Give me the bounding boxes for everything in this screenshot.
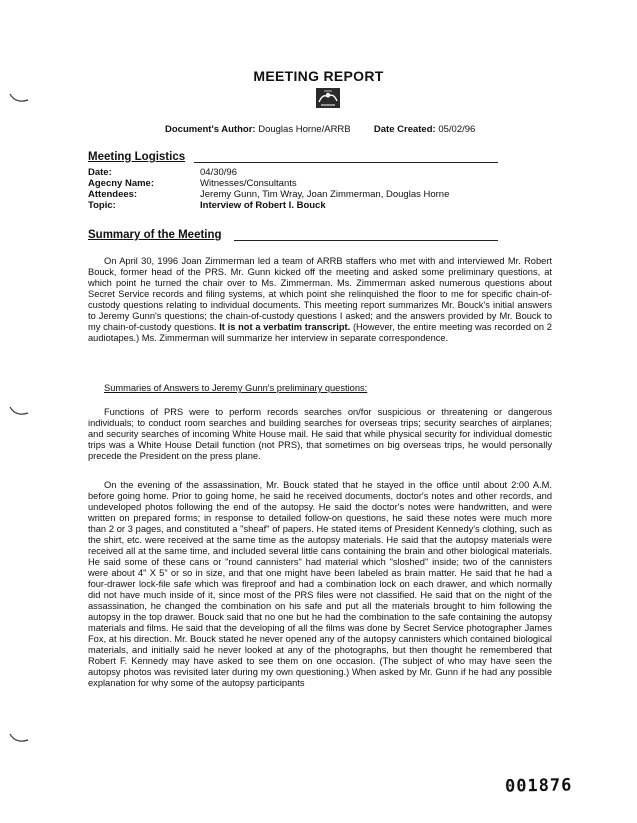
date-created-value: 05/02/96 <box>438 124 476 135</box>
logistics-value: 04/30/96 <box>200 167 237 178</box>
hole-punch-mark <box>8 405 30 417</box>
hole-punch-mark <box>8 732 30 744</box>
logistics-label: Attendees: <box>88 189 138 200</box>
logistics-label: Date: <box>88 167 112 178</box>
summary-paragraph-3 <box>88 480 552 689</box>
logistics-value: Witnesses/Consultants <box>200 178 297 189</box>
document-info-line <box>165 124 475 135</box>
date-created-label: Date Created: <box>373 124 436 135</box>
page-number-stamp: 001876 <box>504 775 573 797</box>
para1-text: On April 30, 1996 Joan Zimmerman led a team of ARRB staffers who met with and interviewed Mr. Robert Bouck, former head of the PRS. Mr. Gunn kicked off the meeting and asked some preliminary questions, at which point he turned the chair over to Ms. Zimmerman. Ms. Zimmerman asked numerous questions about Secret Service records and filing systems, at which point she relinquished the floor to me for specific chain-of-custody questions relating to individual documents. This meeting report summarizes Mr. Bouck's initial answers to Jeremy Gunn's questions; the chain-of-custody questions I asked; and the answers provided by Mr. Bouck to my chain-of-custody questions. <box>88 256 552 332</box>
logistics-value: Jeremy Gunn, Tim Wray, Joan Zimmerman, Douglas Horne <box>200 189 450 200</box>
summary-paragraph-1 <box>88 256 552 344</box>
para2-text: Functions of PRS were to perform records searches on/for suspicious or threatening or dangerous individuals; to conduct room searches and building searches for overseas trips; security searches of airplanes; and security searches of incoming White House mail. He said that while physical security for individual domestic trips was a White House Detail function (not PRS), that sometimes on big overseas trips, he would personally precede the President on the press plane. <box>88 407 552 461</box>
logistics-value: Interview of Robert I. Bouck <box>200 200 326 211</box>
arrb-seal-logo <box>315 87 341 109</box>
author-label: Document's Author: <box>165 124 256 135</box>
summary-paragraph-2 <box>88 407 552 462</box>
para1-bold-text: It is not a verbatim transcript. <box>219 322 351 332</box>
logistics-label: Topic: <box>88 200 116 211</box>
author-value: Douglas Horne/ARRB <box>258 124 351 135</box>
hole-punch-mark <box>8 92 30 104</box>
para3-text: On the evening of the assassination, Mr. Bouck stated that he stayed in the office until about 2:00 A.M. before going home. Prior to going home, he said he received documents, doctor's notes and other records, and undeveloped photos following the end of the autopsy. He said the doctor's notes were handwritten, and were written on prepared forms; in response to detailed follow-on questions, he said these notes were much more than 2 or 3 pages, and constituted a "sheaf" of papers. He stated items of President Kennedy's clothing, such as the shirt, etc. were received at the same time as the autopsy materials. He said that the autopsy materials were received all at the same time, and included several little cans containing the brain and other biological materials. He said some of these cans or "round cannisters" had material which "sloshed" inside; two of the cannisters were about 4" X 5" or so in size, and that one might have been labeled as brain matter. He said that he had a four-drawer lock-file safe which was fireproof and had a combination lock on each drawer, and which normally did not have much inside of it, since most of the PRS files were not classified. He said that on the night of the assassination, he changed the combination on his safe and put all the materials brought to him following the autopsy in the top drawer. Bouck said that no one but he had the combination to the safe containing the autopsy materials and films. He said that the developing of all the films was done by Secret Service photographer James Fox, at his direction. Mr. Bouck stated he never opened any of the autopsy cannisters which contained biological materials, and initially said he never looked at any of the photographs, but then thought he remembered that Robert F. Kennedy may have asked to see them on one occasion. (The subject of who may have seen the autopsy photos was revisited later during my own questioning.) When asked by Mr. Gunn if he had any possible explanation for why some of the autopsy participants <box>88 480 552 688</box>
logistics-label: Agecny Name: <box>88 178 154 189</box>
meeting-logistics-heading: Meeting Logistics <box>88 151 186 163</box>
preliminary-questions-subheading: Summaries of Answers to Jeremy Gunn's preliminary questions: <box>104 383 368 393</box>
report-title: MEETING REPORT <box>253 68 384 84</box>
logistics-rule <box>194 162 498 163</box>
summary-rule <box>234 240 498 241</box>
summary-heading: Summary of the Meeting <box>88 229 222 241</box>
para1-end-text: (However, the entire meeting was recorded on 2 audiotapes.) Ms. Zimmerman will summarize her interview in separate correspondence. <box>88 322 552 343</box>
